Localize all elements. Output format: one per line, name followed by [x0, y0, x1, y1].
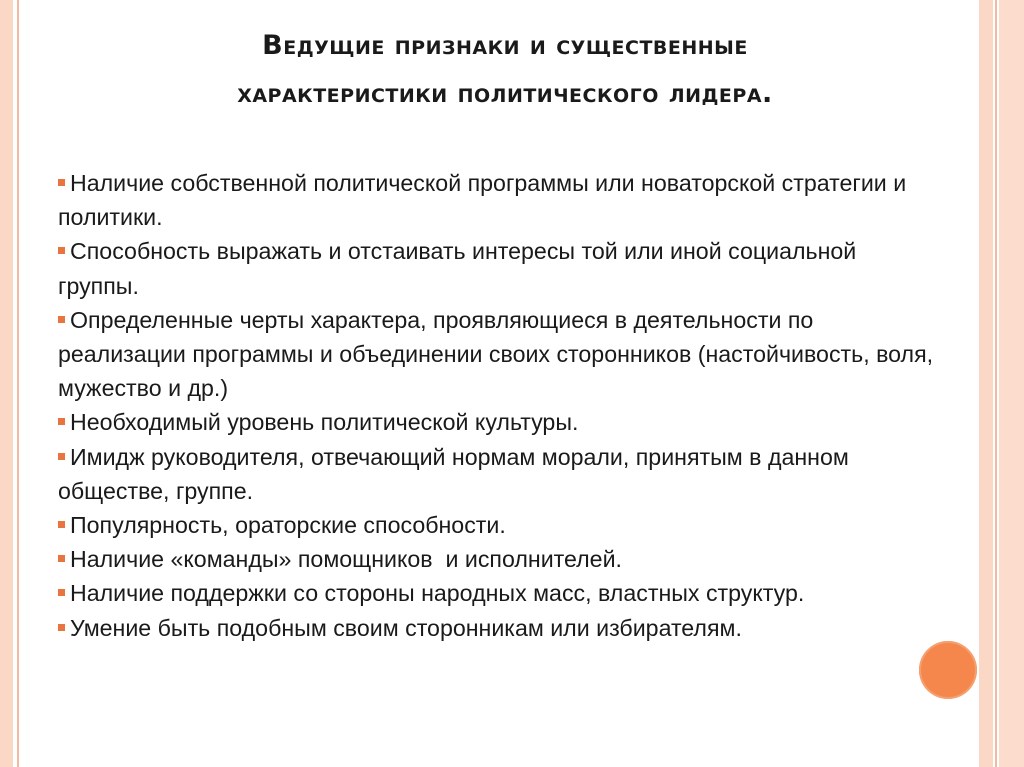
- bullet-list: [58, 166, 938, 645]
- list-item-text: Популярность, ораторские способности.: [70, 512, 506, 539]
- list-item: [58, 405, 938, 439]
- left-border-stripe: [0, 0, 13, 767]
- decorative-circle: [919, 641, 977, 699]
- square-bullet-icon: [58, 555, 65, 562]
- list-item: [58, 576, 938, 610]
- square-bullet-icon: [58, 418, 65, 425]
- square-bullet-icon: [58, 589, 65, 596]
- list-item: [58, 303, 938, 406]
- list-item: [58, 166, 938, 234]
- square-bullet-icon: [58, 521, 65, 528]
- list-item-text: Наличие «команды» помощников и исполнителей.: [70, 546, 622, 573]
- left-border-line: [17, 0, 19, 767]
- slide-title: [40, 22, 970, 118]
- list-item: [58, 542, 938, 576]
- list-item-text: Имидж руководителя, отвечающий нормам морали, принятым в данном обществе, группе.: [58, 443, 849, 504]
- right-border-stripe-outer: [999, 0, 1024, 767]
- slide-title-line-2: характеристики политического лидера.: [237, 78, 773, 109]
- square-bullet-icon: [58, 247, 65, 254]
- square-bullet-icon: [58, 179, 65, 186]
- list-item: [58, 611, 938, 645]
- list-item-text: Определенные черты характера, проявляющиеся в деятельности по реализации программы и объединении своих сторонников (настойчивость, воля, мужество и др.): [58, 306, 934, 402]
- list-item-text: Наличие поддержки со стороны народных масс, властных структур.: [70, 580, 805, 607]
- list-item: [58, 440, 938, 508]
- list-item-text: Наличие собственной политической программы или новаторской стратегии и политики.: [58, 170, 907, 231]
- list-item-text: Способность выражать и отстаивать интересы той или иной социальной группы.: [58, 238, 857, 299]
- list-item-text: Умение быть подобным своим сторонникам или избирателям.: [70, 614, 742, 641]
- list-item: [58, 508, 938, 542]
- square-bullet-icon: [58, 453, 65, 460]
- square-bullet-icon: [58, 624, 65, 631]
- square-bullet-icon: [58, 316, 65, 323]
- list-item-text: Необходимый уровень политической культуры.: [70, 409, 579, 436]
- slide-title-line-1: Ведущие признаки и существенные: [262, 30, 748, 61]
- right-border-line: [995, 0, 997, 767]
- right-border-stripe: [979, 0, 993, 767]
- list-item: [58, 234, 938, 302]
